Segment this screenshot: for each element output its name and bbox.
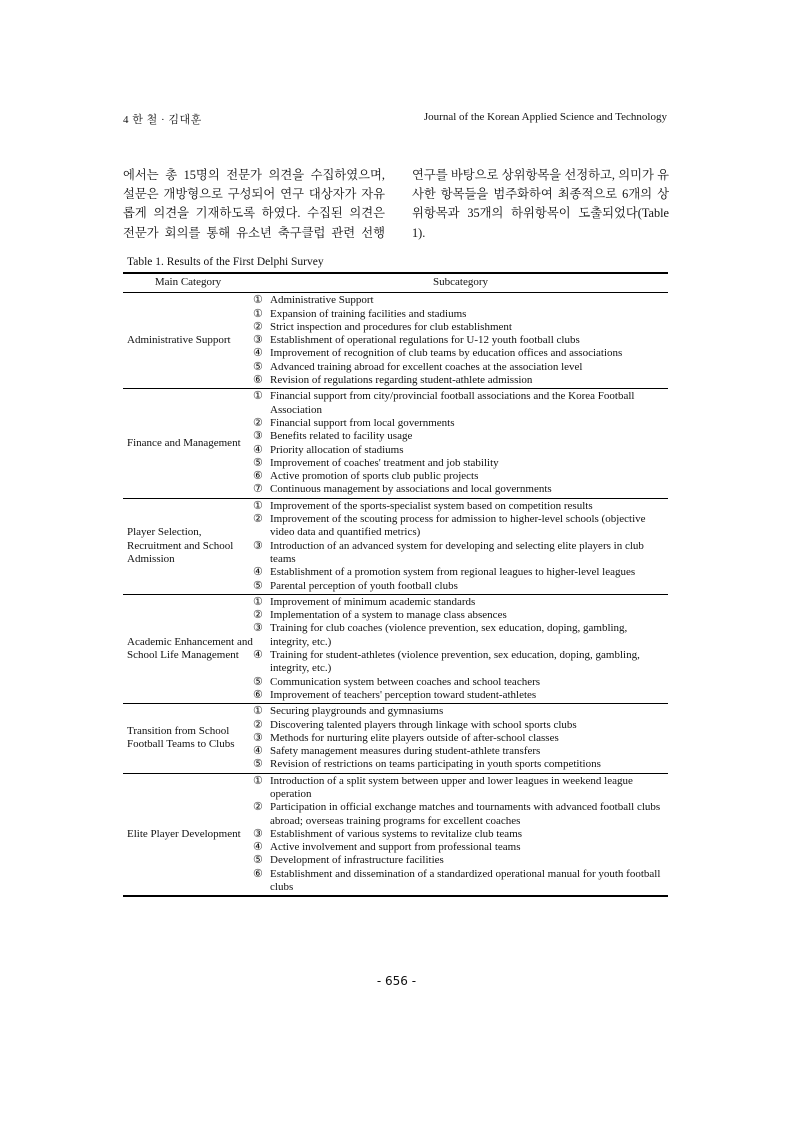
item-number: ⑥	[253, 688, 263, 701]
item-number: ①	[253, 705, 263, 718]
item-text: Financial support from city/provincial football associations and the Korea Football Association	[270, 390, 635, 416]
main-category-cell: Player Selection, Recruitment and School Admission	[123, 498, 253, 594]
item-text: Communication system between coaches and school teachers	[270, 675, 541, 688]
item-number: ①	[253, 307, 263, 320]
subcategory-item	[253, 321, 668, 334]
item-number: ②	[253, 513, 263, 526]
item-text: Introduction of a split system between upper and lower leagues in weekend league operation	[270, 774, 633, 800]
subcategory-item	[253, 390, 668, 417]
subcategory-item	[253, 308, 668, 321]
subcategory-item	[253, 732, 668, 745]
item-text: Improvement of coaches' treatment and job stability	[270, 456, 499, 469]
item-number: ④	[253, 649, 263, 662]
running-header	[123, 111, 667, 127]
subcategory-cell	[253, 293, 668, 389]
item-number: ⑤	[253, 579, 263, 592]
item-text: Establishment of operational regulations for U-12 youth football clubs	[270, 334, 580, 347]
item-number: ⑥	[253, 470, 263, 483]
item-text: Improvement of teachers' perception toward student-athletes	[270, 688, 537, 701]
item-text: Establishment of a promotion system from regional leagues to higher-level leagues	[270, 566, 636, 579]
item-number: ⑦	[253, 483, 263, 496]
item-number: ①	[253, 595, 263, 608]
item-text: Priority allocation of stadiums	[270, 443, 404, 456]
intro-paragraph-left	[123, 166, 385, 243]
item-text: Active promotion of sports club public projects	[270, 470, 479, 483]
subcategory-item	[253, 705, 668, 718]
item-number: ③	[253, 539, 263, 552]
subcategory-item	[253, 828, 668, 841]
table-row	[123, 773, 668, 896]
item-number: ⑤	[253, 758, 263, 771]
intro-line: 롭게 의견을 기재하도록 하였다. 수집된 의견은	[123, 206, 385, 221]
item-text: Establishment of various systems to revitalize club teams	[270, 827, 523, 840]
item-number: ①	[253, 294, 263, 307]
item-number: ④	[253, 841, 263, 854]
subcategory-item	[253, 775, 668, 802]
intro-line: 연구를 바탕으로 상위항목을 선정하고, 의미가 유	[412, 168, 669, 182]
subcategory-item	[253, 868, 668, 895]
main-category-cell: Academic Enhancement and School Life Management	[123, 594, 253, 703]
item-number: ①	[253, 774, 263, 787]
subcategory-item	[253, 622, 668, 649]
item-text: Expansion of training facilities and stadiums	[270, 307, 467, 320]
item-number: ④	[253, 566, 263, 579]
item-number: ④	[253, 347, 263, 360]
subcategory-item	[253, 417, 668, 430]
subcategory-item	[253, 676, 668, 689]
header-page-authors: 4 한 철 · 김대훈	[123, 114, 202, 126]
item-number: ②	[253, 416, 263, 429]
item-text: Improvement of the sports-specialist system based on competition results	[270, 499, 593, 512]
item-text: Participation in official exchange matches and tournaments with advanced football clubs abroad; overseas training programs for excellent coaches	[270, 801, 661, 827]
header-subcategory: Subcategory	[253, 273, 668, 293]
subcategory-item	[253, 483, 668, 496]
item-number: ⑥	[253, 867, 263, 880]
table-row	[123, 594, 668, 703]
subcategory-cell	[253, 389, 668, 498]
delphi-results-table	[123, 272, 668, 897]
item-text: Financial support from local governments	[270, 416, 455, 429]
item-text: Securing playgrounds and gymnasiums	[270, 705, 444, 718]
item-text: Methods for nurturing elite players outside of after-school classes	[270, 731, 559, 744]
table-row	[123, 704, 668, 773]
subcategory-item	[253, 596, 668, 609]
item-text: Implementation of a system to manage class absences	[270, 609, 507, 622]
item-number: ⑤	[253, 675, 263, 688]
item-number: ②	[253, 801, 263, 814]
item-text: Improvement of minimum academic standards	[270, 595, 476, 608]
intro-line: 에서는 총 15명의 전문가 의견을 수집하였으며,	[123, 168, 385, 182]
intro-line: 전문가 회의를 통해 유소년 축구클럽 관련 선행	[123, 225, 385, 240]
table-row	[123, 293, 668, 389]
table-row	[123, 389, 668, 498]
subcategory-item	[253, 294, 668, 307]
subcategory-item	[253, 430, 668, 443]
item-number: ⑤	[253, 360, 263, 373]
intro-line: 1).	[412, 225, 426, 240]
item-number: ③	[253, 731, 263, 744]
item-number: ①	[253, 390, 263, 403]
item-text: Benefits related to facility usage	[270, 430, 413, 443]
item-text: Establishment and dissemination of a standardized operational manual for youth football clubs	[270, 867, 661, 894]
table-body	[123, 293, 668, 897]
header-main-category: Main Category	[123, 273, 253, 293]
item-number: ②	[253, 718, 263, 731]
subcategory-item	[253, 444, 668, 457]
item-text: Development of infrastructure facilities	[270, 854, 444, 867]
page-number: - 656 -	[376, 974, 417, 988]
item-number: ②	[253, 320, 263, 333]
item-number: ②	[253, 609, 263, 622]
main-category-cell: Elite Player Development	[123, 773, 253, 896]
subcategory-item	[253, 470, 668, 483]
item-text: Administrative Support	[270, 294, 374, 307]
subcategory-item	[253, 689, 668, 702]
item-number: ③	[253, 827, 263, 840]
item-text: Parental perception of youth football clubs	[270, 579, 458, 592]
subcategory-cell	[253, 773, 668, 896]
item-text: Advanced training abroad for excellent coaches at the association level	[270, 360, 583, 373]
subcategory-item	[253, 854, 668, 867]
item-text: Discovering talented players through linkage with school sports clubs	[270, 718, 577, 731]
main-category-cell: Administrative Support	[123, 293, 253, 389]
item-text: Revision of restrictions on teams participating in youth sports competitions	[270, 758, 601, 771]
subcategory-item	[253, 374, 668, 387]
item-number: ⑥	[253, 374, 263, 387]
item-text: Strict inspection and procedures for club establishment	[270, 320, 512, 333]
subcategory-item	[253, 801, 668, 828]
subcategory-item	[253, 758, 668, 771]
subcategory-item	[253, 580, 668, 593]
intro-line: 설문은 개방형으로 구성되어 연구 대상자가 자유	[123, 187, 385, 202]
subcategory-item	[253, 566, 668, 579]
main-category-cell: Finance and Management	[123, 389, 253, 498]
item-text: Improvement of the scouting process for admission to higher-level schools (objective video data and quantified metrics)	[270, 513, 646, 539]
subcategory-item	[253, 745, 668, 758]
subcategory-item	[253, 841, 668, 854]
item-number: ③	[253, 622, 263, 635]
subcategory-item	[253, 457, 668, 470]
header-journal-title: Journal of the Korean Applied Science and Technology	[423, 111, 667, 123]
item-number: ⑤	[253, 854, 263, 867]
intro-line: 위항목과 35개의 하위항목이 도출되었다(Table	[412, 206, 669, 221]
item-number: ①	[253, 499, 263, 512]
subcategory-cell	[253, 704, 668, 773]
subcategory-item	[253, 347, 668, 360]
item-number: ③	[253, 334, 263, 347]
main-category-cell: Transition from School Football Teams to Clubs	[123, 704, 253, 773]
item-number: ⑤	[253, 456, 263, 469]
subcategory-item	[253, 500, 668, 513]
table-row	[123, 498, 668, 594]
subcategory-item	[253, 719, 668, 732]
subcategory-item	[253, 649, 668, 676]
subcategory-item	[253, 513, 668, 540]
item-text: Improvement of recognition of club teams by education offices and associations	[270, 347, 623, 360]
table-caption: Table 1. Results of the First Delphi Survey	[127, 256, 324, 268]
item-text: Training for club coaches (violence prevention, sex education, doping, gambling, integrity, etc.)	[270, 622, 628, 648]
item-number: ④	[253, 443, 263, 456]
subcategory-cell	[253, 498, 668, 594]
subcategory-item	[253, 609, 668, 622]
subcategory-cell	[253, 594, 668, 703]
item-text: Revision of regulations regarding student-athlete admission	[270, 374, 533, 387]
item-text: Training for student-athletes (violence prevention, sex education, doping, gambling, integrity, etc.)	[270, 649, 640, 675]
intro-line: 사한 항목들을 범주화하여 최종적으로 6개의 상	[412, 187, 669, 202]
intro-paragraph-right	[412, 166, 669, 243]
item-number: ③	[253, 430, 263, 443]
item-text: Safety management measures during student-athlete transfers	[270, 745, 541, 758]
item-text: Continuous management by associations and local governments	[270, 483, 552, 496]
subcategory-item	[253, 540, 668, 567]
table-header-row	[123, 273, 668, 293]
item-text: Active involvement and support from professional teams	[270, 841, 521, 854]
item-number: ④	[253, 745, 263, 758]
item-text: Introduction of an advanced system for developing and selecting elite players in club teams	[270, 539, 644, 565]
subcategory-item	[253, 361, 668, 374]
subcategory-item	[253, 334, 668, 347]
